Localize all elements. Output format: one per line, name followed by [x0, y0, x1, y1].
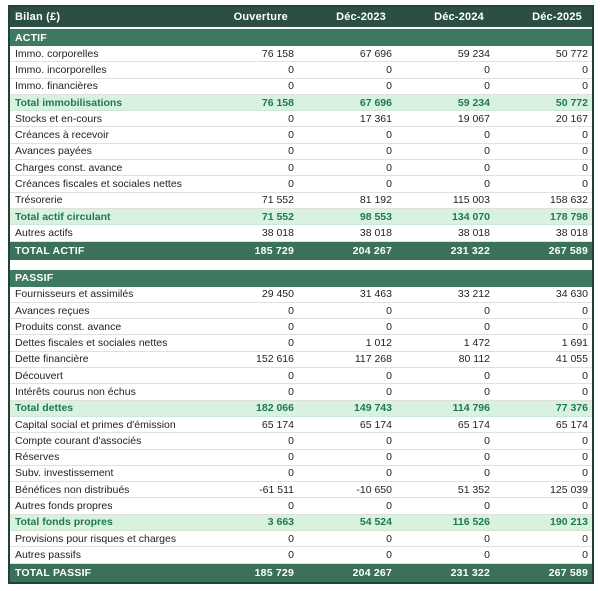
cell-value: 0	[484, 385, 490, 398]
cell-value: 0	[582, 532, 588, 545]
table-body	[10, 29, 592, 582]
row-label: Autres fonds propres	[15, 500, 113, 513]
cell-value: 38 018	[555, 226, 588, 239]
cell-value: 0	[484, 80, 490, 93]
table-row	[10, 466, 592, 482]
row-label: TOTAL PASSIF	[15, 566, 92, 579]
cell-value: 50 772	[555, 96, 588, 109]
cell-value: 231 322	[450, 566, 490, 579]
table-row	[10, 564, 592, 582]
cell-value: 0	[484, 369, 490, 382]
cell-value: 81 192	[359, 194, 392, 207]
table-row	[10, 111, 592, 127]
cell-value: 0	[484, 178, 490, 191]
cell-value: 0	[484, 548, 490, 561]
cell-value: 0	[386, 178, 392, 191]
row-label: Autres passifs	[15, 548, 81, 561]
balance-sheet-table	[8, 5, 594, 584]
cell-value: 0	[288, 320, 294, 333]
cell-value: 115 003	[452, 194, 490, 207]
cell-value: 1 472	[463, 337, 490, 350]
column-header-dec-2023: Déc-2023	[336, 11, 386, 23]
cell-value: 0	[484, 434, 490, 447]
cell-value: 67 696	[359, 96, 392, 109]
cell-value: 0	[386, 434, 392, 447]
cell-value: 0	[386, 451, 392, 464]
table-row	[10, 335, 592, 351]
cell-value: 204 267	[352, 244, 392, 257]
cell-value: 0	[484, 129, 490, 142]
row-label: Avances payées	[15, 145, 92, 158]
cell-value: -61 511	[259, 483, 294, 496]
row-label: Immo. financières	[15, 80, 98, 93]
row-label: Immo. corporelles	[15, 47, 99, 60]
table-row	[10, 225, 592, 241]
cell-value: 0	[582, 161, 588, 174]
section-name: ACTIF	[15, 31, 47, 44]
row-label: Découvert	[15, 369, 63, 382]
cell-value: 0	[582, 320, 588, 333]
table-row	[10, 319, 592, 335]
cell-value: 0	[288, 467, 294, 480]
cell-value: 67 696	[359, 47, 392, 60]
cell-value: 0	[288, 129, 294, 142]
row-label: Avances reçues	[15, 304, 90, 317]
cell-value: 0	[582, 369, 588, 382]
cell-value: 0	[288, 63, 294, 76]
section-name: PASSIF	[15, 272, 54, 285]
cell-value: 0	[386, 129, 392, 142]
table-row	[10, 450, 592, 466]
cell-value: 0	[582, 467, 588, 480]
column-header-ouverture: Ouverture	[233, 11, 288, 23]
cell-value: 267 589	[548, 566, 588, 579]
table-row	[10, 242, 592, 260]
cell-value: 0	[288, 369, 294, 382]
cell-value: 0	[386, 145, 392, 158]
cell-value: 125 039	[550, 483, 588, 496]
cell-value: 34 630	[555, 288, 588, 301]
table-row	[10, 482, 592, 498]
row-label: Dettes fiscales et sociales nettes	[15, 337, 168, 350]
cell-value: 59 234	[457, 47, 490, 60]
cell-value: 0	[484, 63, 490, 76]
section-separator	[10, 260, 592, 270]
row-label: Total immobilisations	[15, 96, 123, 109]
cell-value: 38 018	[457, 226, 490, 239]
cell-value: 0	[582, 63, 588, 76]
cell-value: 65 174	[457, 418, 490, 431]
cell-value: 38 018	[261, 226, 294, 239]
table-row	[10, 531, 592, 547]
table-row	[10, 352, 592, 368]
row-label: Trésorerie	[15, 194, 63, 207]
cell-value: 0	[386, 80, 392, 93]
cell-value: 80 112	[458, 353, 490, 366]
cell-value: 185 729	[254, 566, 294, 579]
cell-value: 50 772	[555, 47, 588, 60]
cell-value: 0	[288, 451, 294, 464]
cell-value: 0	[386, 369, 392, 382]
cell-value: 0	[582, 80, 588, 93]
cell-value: 65 174	[555, 418, 588, 431]
cell-value: 0	[484, 320, 490, 333]
cell-value: 0	[582, 304, 588, 317]
cell-value: -10 650	[356, 483, 392, 496]
cell-value: 0	[484, 467, 490, 480]
cell-value: 0	[484, 451, 490, 464]
row-label: TOTAL ACTIF	[15, 244, 85, 257]
cell-value: 54 524	[359, 516, 392, 529]
cell-value: 65 174	[261, 418, 294, 431]
cell-value: 0	[288, 178, 294, 191]
cell-value: 0	[288, 500, 294, 513]
cell-value: 98 553	[359, 210, 392, 223]
cell-value: 29 450	[261, 288, 294, 301]
column-header-dec-2024: Déc-2024	[434, 11, 484, 23]
table-row	[10, 547, 592, 563]
cell-value: 0	[288, 145, 294, 158]
cell-value: 204 267	[352, 566, 392, 579]
table-row	[10, 303, 592, 319]
table-row	[10, 62, 592, 78]
cell-value: 0	[582, 548, 588, 561]
row-label: Créances à recevoir	[15, 129, 109, 142]
cell-value: 76 158	[261, 96, 294, 109]
cell-value: 0	[484, 500, 490, 513]
row-label: Provisions pour risques et charges	[15, 532, 177, 545]
cell-value: 0	[484, 532, 490, 545]
cell-value: 158 632	[550, 194, 588, 207]
cell-value: 0	[288, 532, 294, 545]
cell-value: 17 361	[359, 112, 392, 125]
cell-value: 0	[288, 304, 294, 317]
cell-value: 76 158	[261, 47, 294, 60]
section-header-passif	[10, 270, 592, 287]
cell-value: 0	[386, 467, 392, 480]
table-row	[10, 433, 592, 449]
cell-value: 65 174	[359, 418, 392, 431]
row-label: Fournisseurs et assimilés	[15, 288, 134, 301]
row-label: Total fonds propres	[15, 516, 113, 529]
cell-value: 149 743	[354, 402, 392, 415]
cell-value: 0	[288, 80, 294, 93]
table-header-row	[10, 7, 592, 29]
table-row	[10, 95, 592, 111]
cell-value: 1 012	[365, 337, 392, 350]
cell-value: 0	[582, 178, 588, 191]
row-label: Stocks et en-cours	[15, 112, 102, 125]
cell-value: 0	[582, 434, 588, 447]
table-row	[10, 368, 592, 384]
cell-value: 3 663	[267, 516, 294, 529]
cell-value: 0	[386, 161, 392, 174]
cell-value: 71 552	[261, 210, 294, 223]
cell-value: 1 691	[561, 337, 588, 350]
row-label: Réserves	[15, 451, 60, 464]
cell-value: 185 729	[254, 244, 294, 257]
row-label: Subv. investissement	[15, 467, 114, 480]
column-header-dec-2025: Déc-2025	[532, 11, 582, 23]
table-row	[10, 176, 592, 192]
cell-value: 19 067	[457, 112, 490, 125]
table-row	[10, 127, 592, 143]
cell-value: 77 376	[555, 402, 588, 415]
cell-value: 0	[386, 385, 392, 398]
cell-value: 71 552	[261, 194, 294, 207]
table-row	[10, 209, 592, 225]
cell-value: 0	[582, 500, 588, 513]
cell-value: 0	[288, 385, 294, 398]
cell-value: 0	[288, 434, 294, 447]
cell-value: 231 322	[450, 244, 490, 257]
row-label: Bénéfices non distribués	[15, 483, 130, 496]
row-label: Capital social et primes d'émission	[15, 418, 176, 431]
cell-value: 20 167	[555, 112, 588, 125]
cell-value: 0	[582, 129, 588, 142]
row-label: Compte courant d'associés	[15, 434, 142, 447]
row-label: Intérêts courus non échus	[15, 385, 136, 398]
cell-value: 51 352	[457, 483, 490, 496]
cell-value: 0	[288, 161, 294, 174]
row-label: Total dettes	[15, 402, 74, 415]
table-row	[10, 498, 592, 514]
cell-value: 38 018	[359, 226, 392, 239]
cell-value: 117 268	[354, 353, 392, 366]
cell-value: 190 213	[550, 516, 588, 529]
table-row	[10, 144, 592, 160]
row-label: Immo. incorporelles	[15, 63, 107, 76]
cell-value: 0	[288, 548, 294, 561]
cell-value: 0	[582, 145, 588, 158]
section-header-actif	[10, 29, 592, 46]
cell-value: 0	[386, 63, 392, 76]
cell-value: 116 526	[452, 516, 490, 529]
cell-value: 33 212	[457, 288, 490, 301]
table-row	[10, 401, 592, 417]
cell-value: 134 070	[452, 210, 490, 223]
cell-value: 182 066	[256, 402, 294, 415]
cell-value: 0	[386, 304, 392, 317]
cell-value: 114 796	[452, 402, 490, 415]
row-label: Produits const. avance	[15, 320, 122, 333]
table-row	[10, 384, 592, 400]
cell-value: 0	[484, 161, 490, 174]
cell-value: 178 798	[550, 210, 588, 223]
table-row	[10, 160, 592, 176]
cell-value: 0	[582, 451, 588, 464]
cell-value: 59 234	[457, 96, 490, 109]
cell-value: 0	[288, 337, 294, 350]
cell-value: 0	[484, 145, 490, 158]
cell-value: 0	[582, 385, 588, 398]
row-label: Créances fiscales et sociales nettes	[15, 178, 182, 191]
table-row	[10, 287, 592, 303]
cell-value: 0	[288, 112, 294, 125]
cell-value: 0	[386, 548, 392, 561]
table-row	[10, 515, 592, 531]
table-title: Bilan (£)	[15, 11, 61, 23]
cell-value: 31 463	[359, 288, 392, 301]
row-label: Autres actifs	[15, 226, 73, 239]
cell-value: 152 616	[256, 353, 294, 366]
table-row	[10, 46, 592, 62]
cell-value: 0	[386, 500, 392, 513]
row-label: Total actif circulant	[15, 210, 111, 223]
cell-value: 0	[386, 532, 392, 545]
cell-value: 41 055	[555, 353, 588, 366]
cell-value: 0	[386, 320, 392, 333]
table-row	[10, 79, 592, 95]
table-row	[10, 193, 592, 209]
row-label: Dette financière	[15, 353, 89, 366]
row-label: Charges const. avance	[15, 161, 123, 174]
cell-value: 0	[484, 304, 490, 317]
cell-value: 267 589	[548, 244, 588, 257]
table-row	[10, 417, 592, 433]
